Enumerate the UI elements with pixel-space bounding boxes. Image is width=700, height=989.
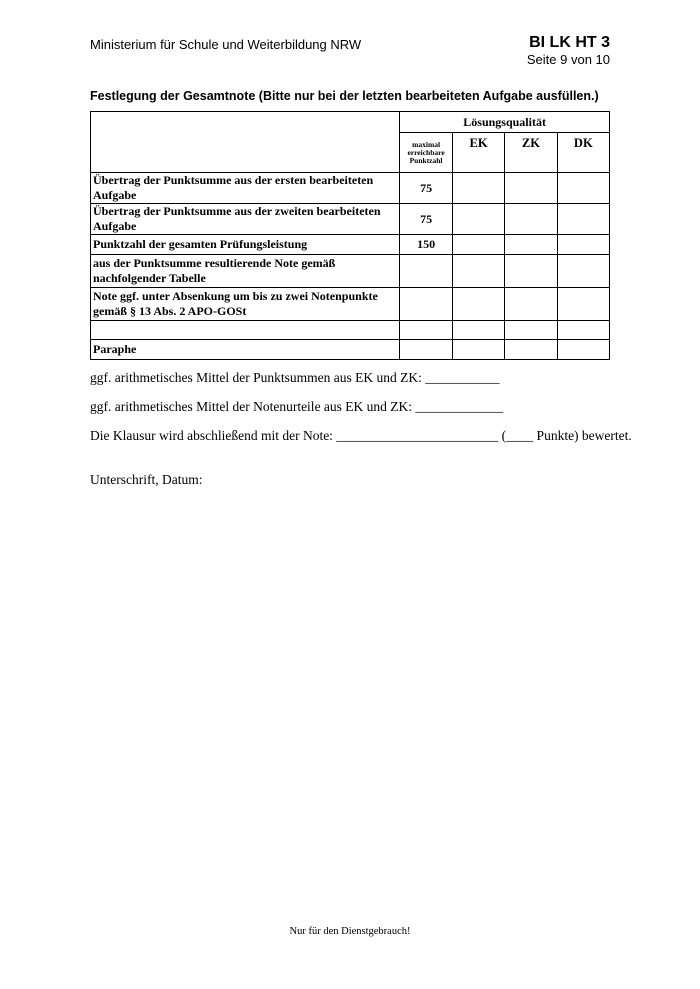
dk-cell[interactable] <box>557 340 609 360</box>
zk-cell[interactable] <box>505 340 557 360</box>
column-dk-header: DK <box>557 133 609 173</box>
final-grade-line: Die Klausur wird abschließend mit der Note: ________________________ (____ Punkte) bewertet. <box>90 428 632 443</box>
table-row <box>91 340 610 360</box>
max-points-cell: 75 <box>400 204 453 235</box>
ek-cell[interactable] <box>452 173 504 204</box>
max-points-cell <box>400 288 453 321</box>
row-label: Übertrag der Punktsumme aus der ersten bearbeiteten Aufgabe <box>91 173 400 204</box>
ek-cell[interactable] <box>452 255 504 288</box>
table-corner-cell <box>91 112 400 173</box>
table-row <box>91 204 610 235</box>
dk-cell[interactable] <box>557 235 609 255</box>
row-label: Punktzahl der gesamten Prüfungsleistung <box>91 235 400 255</box>
mean-points-line: ggf. arithmetisches Mittel der Punktsummen aus EK und ZK: ___________ <box>90 370 500 385</box>
table-row <box>91 173 610 204</box>
max-points-header: maximal erreichbare Punktzahl <box>400 133 453 173</box>
dk-cell[interactable] <box>557 321 609 340</box>
table-row <box>91 235 610 255</box>
zk-cell[interactable] <box>505 321 557 340</box>
zk-cell[interactable] <box>505 173 557 204</box>
column-zk-header: ZK <box>505 133 557 173</box>
dk-cell[interactable] <box>557 204 609 235</box>
row-label <box>91 321 400 340</box>
table-row <box>91 288 610 321</box>
max-points-cell: 150 <box>400 235 453 255</box>
exam-code: BI LK HT 3 <box>529 34 610 51</box>
quality-header: Lösungsqualität <box>400 112 610 133</box>
zk-cell[interactable] <box>505 204 557 235</box>
zk-cell[interactable] <box>505 255 557 288</box>
ek-cell[interactable] <box>452 321 504 340</box>
zk-cell[interactable] <box>505 288 557 321</box>
section-title: Festlegung der Gesamtnote (Bitte nur bei der letzten bearbeiteten Aufgabe ausfüllen.) <box>90 89 599 103</box>
grade-table <box>90 111 610 360</box>
max-points-cell <box>400 340 453 360</box>
ministry-name: Ministerium für Schule und Weiterbildung NRW <box>90 37 362 52</box>
header-right <box>527 34 610 68</box>
dk-cell[interactable] <box>557 255 609 288</box>
row-label: Note ggf. unter Absenkung um bis zu zwei Notenpunkte gemäß § 13 Abs. 2 APO-GOSt <box>91 288 400 321</box>
signature-label: Unterschrift, Datum: <box>90 472 203 487</box>
max-points-cell: 75 <box>400 173 453 204</box>
table-row <box>91 321 610 340</box>
dk-cell[interactable] <box>557 288 609 321</box>
mean-grades-line: ggf. arithmetisches Mittel der Notenurteile aus EK und ZK: _____________ <box>90 399 504 414</box>
footer-note: Nur für den Dienstgebrauch! <box>289 926 411 937</box>
row-label: Übertrag der Punktsumme aus der zweiten bearbeiteten Aufgabe <box>91 204 400 235</box>
ek-cell[interactable] <box>452 204 504 235</box>
row-label: Paraphe <box>91 340 400 360</box>
ek-cell[interactable] <box>452 288 504 321</box>
zk-cell[interactable] <box>505 235 557 255</box>
max-points-cell <box>400 321 453 340</box>
ek-cell[interactable] <box>452 235 504 255</box>
dk-cell[interactable] <box>557 173 609 204</box>
max-points-cell <box>400 255 453 288</box>
table-row <box>91 255 610 288</box>
page-number: Seite 9 von 10 <box>526 52 610 67</box>
column-ek-header: EK <box>452 133 504 173</box>
ek-cell[interactable] <box>452 340 504 360</box>
row-label: aus der Punktsumme resultierende Note gemäß nachfolgender Tabelle <box>91 255 400 288</box>
